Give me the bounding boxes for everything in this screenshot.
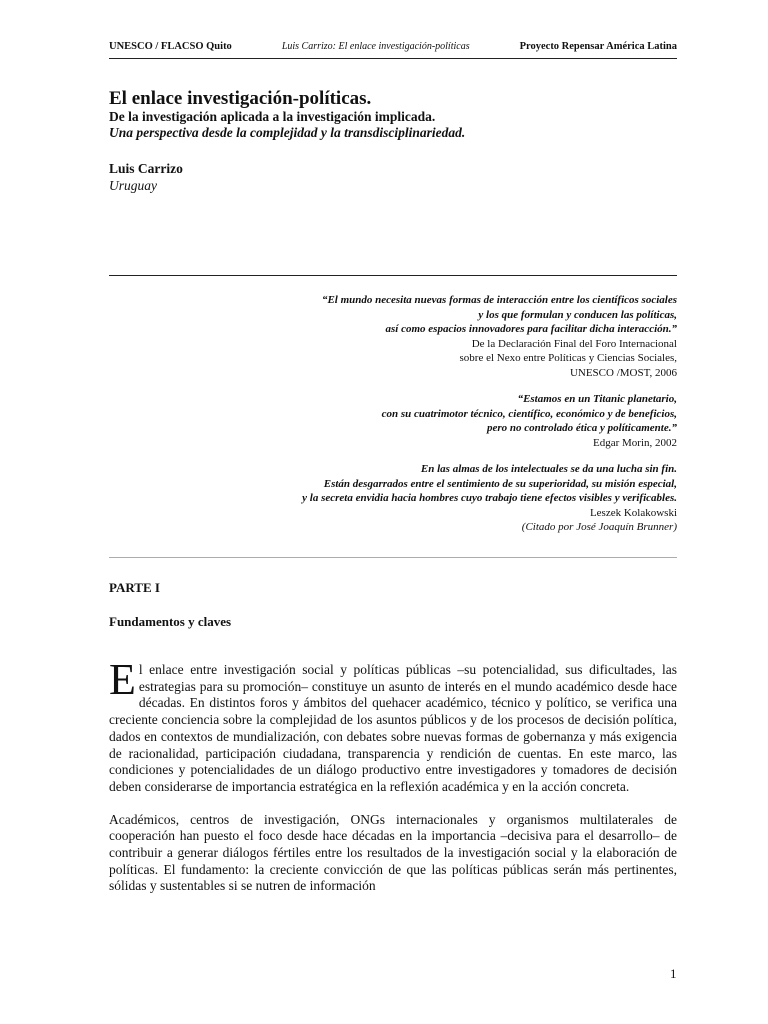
document-subtitle: De la investigación aplicada a la investigación implicada. [109,109,436,124]
title-block [109,88,677,141]
epigraphs [109,293,677,547]
epigraph-line: En las almas de los intelectuales se da una lucha sin fin. [420,463,677,475]
section-divider [109,557,677,558]
epigraph-2 [109,392,677,450]
header-left: UNESCO / FLACSO Quito [109,41,232,52]
epigraph-line: “El mundo necesita nuevas formas de interacción entre los científicos sociales [321,294,677,306]
epigraph-source: sobre el Nexo entre Políticas y Ciencias Sociales, [459,352,677,364]
header-divider [109,58,677,59]
epigraph-source: UNESCO /MOST, 2006 [569,366,677,379]
body-text [109,655,677,911]
part-heading: PARTE I [109,580,160,595]
author-block [109,160,183,194]
epigraph-line: Están desgarrados entre el sentimiento de su superioridad, su misión especial, [323,477,677,490]
epigraph-line: y los que formulan y conducen las políticas, [478,308,677,321]
epigraph-line: pero no controlado ética y políticamente.” [486,422,677,434]
paragraph-1-text: l enlace entre investigación social y políticas públicas –su potencialidad, sus dificultades, las estrategias para su promoción– constituye un asunto de interés en el mundo académico desde hace décadas. En distintos foros y ámbitos del quehacer académico, técnico y político, se verifica una creciente conciencia sobre la complejidad de los asuntos públicos y de los procesos de decisión política, dados en contextos de mundialización, con debates sobre nuevas formas de gobernanza y más exigencia de racionalidad, participación ciudadana, transparencia y rendición de cuentas. En este marco, las condiciones y potencialidades de un diálogo productivo entre investigadores y tomadores de decisión deben considerarse de importancia estratégica en la reflexión académica y en la acción concreta. [109,662,677,794]
epigraph-divider [109,275,677,276]
paragraph-2: Académicos, centros de investigación, ONGs internacionales y organismos multilaterales de cooperación han puesto el foco desde hace décadas en la importancia –decisiva para el desarrollo– de contribuir a generar diálogos fértiles entre los resultados de la investigación social y la elaboración de políticas. El fundamento: la creciente convicción de que las políticas públicas serán más pertinentes, sólidas y sustentables si se nutren de información [109,811,677,894]
section-heading: Fundamentos y claves [109,614,232,629]
running-header [109,41,677,52]
document-subtitle-italic: Una perspectiva desde la complejidad y la transdisciplinariedad. [109,125,466,140]
author-country: Uruguay [109,178,157,193]
epigraph-line: con su cuatrimotor técnico, científico, económico y de beneficios, [381,407,677,420]
epigraph-line: así como espacios innovadores para facilitar dicha interacción.” [385,323,677,335]
epigraph-source: Leszek Kolakowski [589,506,677,519]
drop-cap: E [109,655,136,704]
paragraph-1 [109,655,677,796]
document-title: El enlace investigación-políticas. [109,88,372,109]
header-right: Proyecto Repensar América Latina [519,41,677,52]
epigraph-source: De la Declaración Final del Foro Internacional [471,337,677,350]
epigraph-1 [109,293,677,380]
header-middle: Luis Carrizo: El enlace investigación-políticas [281,41,470,52]
page-number: 1 [670,966,677,981]
epigraph-line: “Estamos en un Titanic planetario, [517,393,677,405]
epigraph-3 [109,462,677,535]
epigraph-line: y la secreta envidia hacia hombres cuyo trabajo tiene efectos visibles y verificables. [302,492,677,504]
author-name: Luis Carrizo [109,161,183,176]
epigraph-citation: (Citado por José Joaquín Brunner) [521,521,677,533]
epigraph-source: Edgar Morin, 2002 [592,436,677,449]
